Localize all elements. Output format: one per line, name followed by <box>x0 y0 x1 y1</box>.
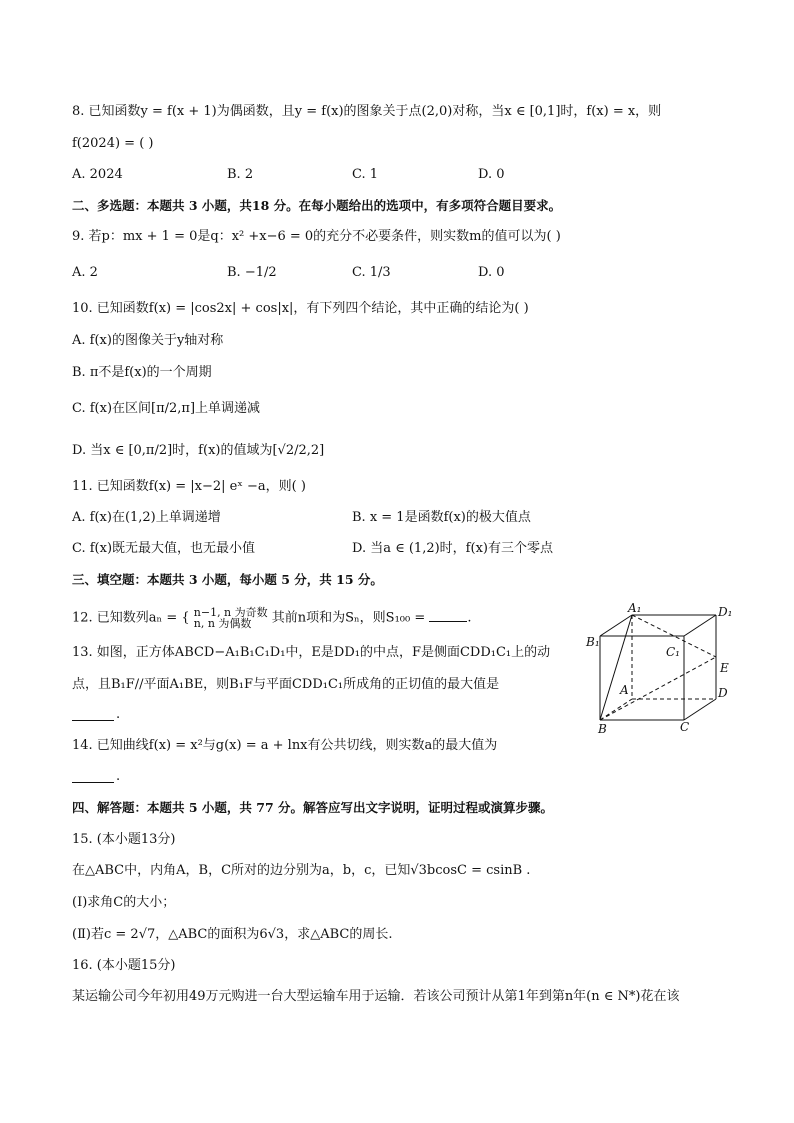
q9-option-d: D. 0 <box>478 265 505 280</box>
label-c1: C₁ <box>666 645 680 659</box>
q10-option-a: A. f(x)的图像关于y轴对称 <box>72 333 224 348</box>
edge-c1d1 <box>684 615 716 636</box>
q8-line1: 8. 已知函数y = f(x + 1)为偶函数，且y = f(x)的图象关于点(2,0)对称，当x ∈ [0,1]时，f(x) = x，则 <box>72 104 662 119</box>
q13-period: . <box>116 707 121 722</box>
edge-cd <box>684 699 716 720</box>
q12-cases <box>194 607 268 629</box>
q12-answer-blank <box>429 609 467 622</box>
label-c: C <box>680 720 690 734</box>
q15-part2: (Ⅱ)若c = 2√7，△ABC的面积为6√3，求△ABC的周长. <box>72 927 393 942</box>
q12-case-odd: n−1, n 为奇数 <box>193 606 268 619</box>
q11-option-c: C. f(x)既无最大值，也无最小值 <box>72 541 256 556</box>
q12-line: 12. 已知数列aₙ = { n−1, n 为奇数 n, n 为偶数 其前n项和为Sₙ，则S₁₀₀ = . <box>72 606 472 630</box>
q12-prefix: 12. 已知数列aₙ = { <box>72 610 190 626</box>
cube-figure <box>584 602 744 737</box>
q11-text: 11. 已知函数f(x) = |x−2| eˣ −a，则( ) <box>72 479 306 494</box>
segment-a1b <box>600 615 632 720</box>
q14-text: 14. 已知曲线f(x) = x²与g(x) = a + lnx有公共切线，则实数a的最大值为 <box>72 738 498 753</box>
q11-option-b: B. x = 1是函数f(x)的极大值点 <box>352 510 531 525</box>
q13-line2: 点，且B₁F//平面A₁BE，则B₁F与平面CDD₁C₁所成角的正切值的最大值是 <box>72 677 500 692</box>
q10-option-b: B. π不是f(x)的一个周期 <box>72 365 212 380</box>
q9-option-a: A. 2 <box>72 265 98 280</box>
q14-period: . <box>116 769 121 784</box>
q9-option-b: B. −1/2 <box>227 265 277 280</box>
q10-option-c: C. f(x)在区间[π/2,π]上单调递减 <box>72 401 261 416</box>
q16-body: 某运输公司今年初用49万元购进一台大型运输车用于运输．若该公司预计从第1年到第n年(n ∈ N*)花在该 <box>72 989 680 1004</box>
q8-line2: f(2024) = ( ) <box>72 136 154 151</box>
q9-text: 9. 若p：mx + 1 = 0是q：x² +x−6 = 0的充分不必要条件，则实数m的值可以为( ) <box>72 229 561 244</box>
q12-case-even: n, n 为偶数 <box>193 617 252 630</box>
q15-body: 在△ABC中，内角A，B，C所对的边分别为a，b，c，已知√3bcosC = csinB . <box>72 863 531 878</box>
q11-option-d: D. 当a ∈ (1,2)时，f(x)有三个零点 <box>352 541 553 556</box>
label-a: A <box>620 683 629 697</box>
q8-option-a: A. 2024 <box>72 167 123 182</box>
q8-option-b: B. 2 <box>227 167 254 182</box>
q10-option-d: D. 当x ∈ [0,π/2]时，f(x)的值域为[√2/2,2] <box>72 443 325 458</box>
label-b1: B₁ <box>586 635 600 649</box>
q12-suffix: 其前n项和为Sₙ，则S₁₀₀ = <box>271 610 426 626</box>
section-4-heading: 四、解答题：本题共 5 小题，共 77 分。解答应写出文字说明，证明过程或演算步骤。 <box>72 800 554 815</box>
label-e: E <box>720 661 729 675</box>
edge-b1a1 <box>600 615 632 636</box>
q11-option-a: A. f(x)在(1,2)上单调递增 <box>72 510 221 525</box>
q13-answer-blank <box>72 719 114 721</box>
q14-answer-blank <box>72 781 114 783</box>
label-d1: D₁ <box>718 605 733 619</box>
hidden-edge-ba <box>600 699 632 720</box>
q10-text: 10. 已知函数f(x) = |cos2x| + cos|x|，有下列四个结论，其中正确的结论为( ) <box>72 301 529 316</box>
q8-option-c: C. 1 <box>352 167 379 182</box>
section-2-heading: 二、多选题：本题共 3 小题，共18 分。在每小题给出的选项中，有多项符合题目要求。 <box>72 198 562 213</box>
label-b: B <box>598 722 607 736</box>
label-d: D <box>718 686 728 700</box>
section-3-heading: 三、填空题：本题共 3 小题，每小题 5 分，共 15 分。 <box>72 572 383 587</box>
q15-part1: (Ⅰ)求角C的大小； <box>72 895 176 910</box>
q8-option-d: D. 0 <box>478 167 505 182</box>
q16-head: 16. (本小题15分) <box>72 958 176 973</box>
q13-line1: 13. 如图，正方体ABCD−A₁B₁C₁D₁中，E是DD₁的中点，F是侧面CDD₁C₁上的动 <box>72 645 551 660</box>
q9-option-c: C. 1/3 <box>352 265 391 280</box>
q15-head: 15. (本小题13分) <box>72 832 176 847</box>
label-a1: A₁ <box>628 602 642 615</box>
